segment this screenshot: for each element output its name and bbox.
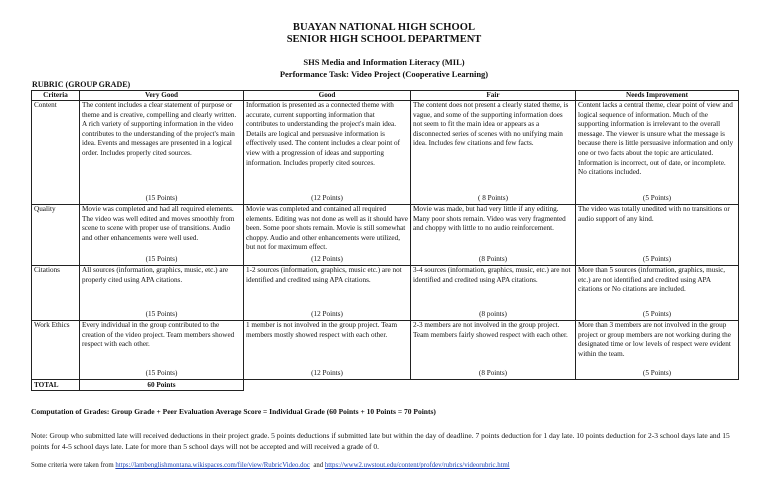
late-submission-note: Note: Group who submitted late will received deductions in their project grade. 5 points deductions if submitted late but within the day of deadline. 7 points deduction for 1 day late. 10 points deduction for 2-3 school days late and 15 points for 4-5 school days late. Late for more than 5 school days will not be accepted and will received a grade of 0.	[31, 431, 730, 451]
column-header-needs-improvement: Needs Improvement	[576, 91, 739, 101]
rubric-cell-very-good	[80, 266, 244, 321]
rubric-label: RUBRIC (GROUP GRADE)	[32, 80, 131, 89]
empty-cell	[576, 380, 739, 391]
rubric-cell-fair	[411, 321, 576, 380]
cell-points: (15 Points)	[145, 310, 178, 319]
cell-description: Every individual in the group contributed to the creation of the video project. Team members showed respect with each other.	[82, 321, 235, 349]
rubric-row-quality	[32, 205, 739, 266]
cell-points: (5 Points)	[642, 310, 672, 319]
column-header-criteria: Criteria	[32, 91, 80, 101]
cell-points: (5 Points)	[642, 194, 672, 203]
rubric-cell-fair	[411, 205, 576, 266]
criteria-label: Citations	[32, 266, 80, 321]
rubric-row-work-ethics	[32, 321, 739, 380]
cell-description: Movie was completed and contained all required elements. Editing was not done as well as it should have been. Some poor shots remain. Movie is still somewhat choppy. Audio and other enhancements were utilized, but not for maximum effect.	[246, 205, 408, 252]
rubric-cell-good	[244, 321, 411, 380]
criteria-label: Content	[32, 101, 80, 205]
rubric-header-row	[32, 91, 739, 101]
cell-points: (12 Points)	[311, 310, 343, 319]
cell-points: (8 Points)	[478, 255, 508, 264]
cell-description: Movie was completed and had all required elements. The video was well edited and moves smoothly from scene to scene with proper use of transitions. Audio and other enhancements were well used.	[82, 205, 235, 242]
rubric-cell-very-good	[80, 321, 244, 380]
computation-of-grades: Computation of Grades: Group Grade + Peer Evaluation Average Score = Individual Grade (60 Points + 10 Points = 70 Points)	[31, 407, 436, 416]
rubric-row-total	[32, 380, 739, 391]
column-header-very-good: Very Good	[80, 91, 244, 101]
empty-cell	[244, 380, 411, 391]
rubric-cell-fair	[411, 101, 576, 205]
rubric-table	[31, 90, 739, 391]
total-label: TOTAL	[32, 380, 80, 391]
cell-description: More than 5 sources (information, graphics, music, etc.) are not identified and credited using APA citations or No citations are included.	[578, 266, 726, 294]
cell-description: More than 3 members are not involved in the group project or group members are not working during the designated time or low levels of respect were evident within the team.	[578, 321, 731, 358]
subject-title: SHS Media and Information Literacy (MIL)	[303, 57, 465, 67]
rubric-cell-needs-improvement	[576, 101, 739, 205]
cell-description: 2-3 members are not involved in the group project. Team members fairly showed respect with each other.	[413, 321, 568, 339]
empty-cell	[411, 380, 576, 391]
criteria-label: Quality	[32, 205, 80, 266]
cell-description: Information is presented as a connected theme with accurate, current supporting information that contributes to understanding the project's main idea. Details are logical and persuasive information is effectively used. The content includes a clear point of view with a progression of ideas and supporting information. Includes properly cited sources.	[246, 101, 401, 167]
criteria-label: Work Ethics	[32, 321, 80, 380]
cell-points: (15 Points)	[145, 194, 178, 203]
rubric-row-citations	[32, 266, 739, 321]
sources-prefix: Some criteria were taken from	[31, 462, 116, 469]
cell-description: Content lacks a central theme, clear point of view and logical sequence of information. Much of the supporting information is irrelevant to the overall message. The viewer is unsure what the message is because there is little persuasive information and only one or two facts about the topic are articulated. Information is incorrect, out of date, or incomplete. No citations included.	[578, 101, 734, 177]
sources-middle: and	[309, 462, 325, 469]
cell-points: ( 8 Points)	[478, 194, 508, 203]
column-header-good: Good	[244, 91, 411, 101]
rubric-row-content	[32, 101, 739, 205]
cell-points: (12 Points)	[311, 194, 343, 203]
cell-description: All sources (information, graphics, music, etc.) are properly cited using APA citations.	[82, 266, 229, 284]
cell-points: (12 Points)	[311, 255, 343, 264]
sources-line	[31, 462, 751, 469]
cell-points: (8 Points)	[478, 369, 508, 378]
cell-points: (8 points)	[479, 310, 507, 319]
rubric-cell-good	[244, 205, 411, 266]
rubric-cell-very-good	[80, 205, 244, 266]
rubric-cell-fair	[411, 266, 576, 321]
cell-points: (5 Points)	[642, 255, 672, 264]
source-link-1[interactable]: https://lambenglishmontana.wikispaces.com/file/view/RubricVideo.doc	[115, 462, 310, 469]
cell-points: (15 Points)	[145, 255, 178, 264]
total-value: 60 Points	[80, 380, 244, 391]
cell-description: 1-2 sources (information, graphics, music etc.) are not identified and credited using APA citations.	[246, 266, 402, 284]
column-header-fair: Fair	[411, 91, 576, 101]
rubric-cell-good	[244, 266, 411, 321]
cell-description: 1 member is not involved in the group project. Team members mostly showed respect with each other.	[246, 321, 398, 339]
school-name: BUAYAN NATIONAL HIGH SCHOOL	[292, 22, 476, 33]
cell-description: The content includes a clear statement of purpose or theme and is creative, compelling and clearly written. A rich variety of supporting information in the video contributes to the understanding of the project's main idea. Events and messages are presented in a logical order. Includes properly cited sources.	[82, 101, 237, 157]
cell-description: Movie was made, but had very little if any editing. Many poor shots remain. Video was very fragmented and choppy with little to no audio reinforcement.	[413, 205, 566, 233]
rubric-cell-good	[244, 101, 411, 205]
cell-description: 3-4 sources (information, graphics, music, etc.) are not identified and credited using APA citations.	[413, 266, 571, 284]
cell-points: (15 Points)	[145, 369, 178, 378]
task-title: Performance Task: Video Project (Cooperative Learning)	[279, 69, 489, 79]
source-link-2[interactable]: https://www2.uwstout.edu/content/profdev/rubrics/videorubric.html	[324, 462, 510, 469]
cell-description: The video was totally unedited with no transitions or audio support of any kind.	[578, 205, 730, 223]
department-name: SENIOR HIGH SCHOOL DEPARTMENT	[286, 34, 482, 45]
rubric-cell-very-good	[80, 101, 244, 205]
rubric-cell-needs-improvement	[576, 321, 739, 380]
cell-points: (5 Points)	[642, 369, 672, 378]
rubric-cell-needs-improvement	[576, 266, 739, 321]
cell-points: (12 Points)	[311, 369, 343, 378]
rubric-cell-needs-improvement	[576, 205, 739, 266]
cell-description: The content does not present a clearly stated theme, is vague, and some of the supporting information does not seem to fit the main idea or appears as a disconnected series of scenes with no unifying main idea. Includes few citations and few facts.	[413, 101, 569, 148]
